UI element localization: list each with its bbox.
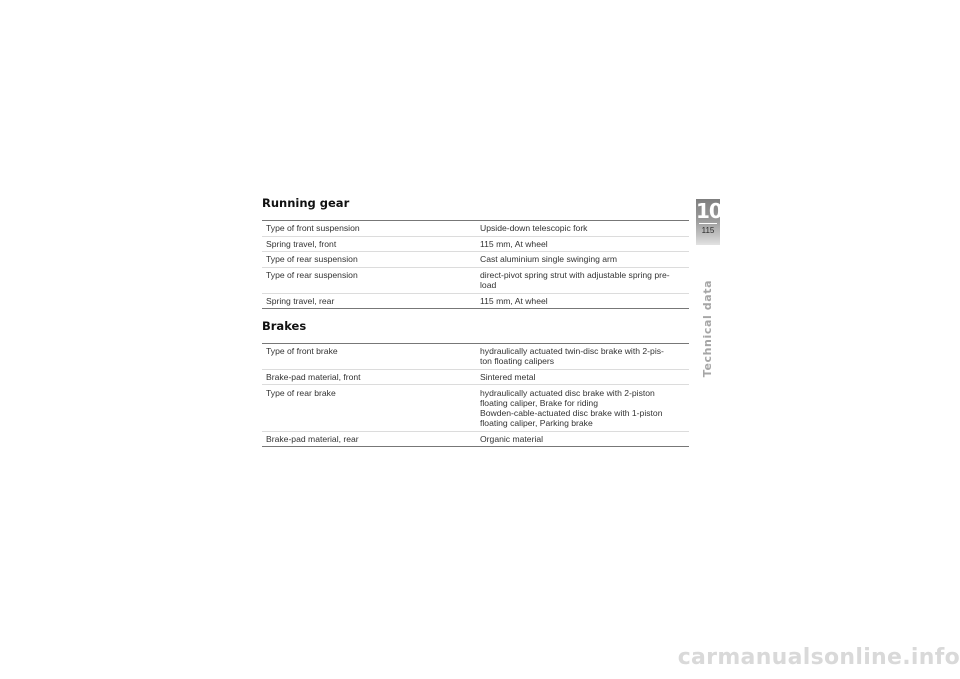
spec-value: [476, 293, 689, 309]
spec-value: [476, 236, 689, 252]
spec-value: [476, 344, 689, 370]
spec-value-line: floating caliper, Parking brake: [480, 418, 593, 429]
spec-value-line: floating caliper, Brake for riding: [480, 397, 598, 408]
spec-value: [476, 267, 689, 293]
running-gear-row: [262, 267, 689, 293]
spec-value: [476, 431, 689, 447]
spec-label: Brake-pad material, front: [262, 369, 476, 385]
spec-value-line: hydraulically actuated disc brake with 2-piston: [480, 387, 655, 398]
spec-value: [476, 221, 689, 237]
page-number: 115: [701, 226, 715, 235]
spec-label: Type of front brake: [266, 346, 338, 357]
spec-value-line: Bowden-cable-actuated disc brake with 1-piston: [480, 408, 663, 419]
spec-value-line: hydraulically actuated twin-disc brake with 2-pis-: [480, 346, 664, 357]
running-gear-row: [262, 293, 689, 309]
spec-value: [476, 369, 689, 385]
spec-label: Type of rear suspension: [262, 252, 476, 268]
spec-value-line: 115 mm, At wheel: [480, 238, 548, 249]
spec-value-line: ton floating calipers: [480, 356, 555, 367]
running-gear-table: [262, 220, 689, 309]
spec-value-line: Cast aluminium single swinging arm: [480, 254, 618, 265]
spec-label: Brake-pad material, rear: [262, 431, 476, 447]
brakes-table: [262, 343, 689, 447]
brakes-row: [262, 369, 689, 385]
spec-label: Type of rear suspension: [262, 267, 476, 293]
spec-label: Type of rear brake: [262, 385, 476, 431]
brakes-row: [262, 344, 689, 370]
spec-value: [476, 385, 689, 431]
running-gear-row: [262, 236, 689, 252]
spec-value-line: direct-pivot spring strut with adjustable spring pre-: [480, 269, 670, 280]
section-title-running-gear: Running gear: [262, 196, 350, 210]
chapter-number: 10: [696, 199, 722, 223]
spec-content: [262, 196, 689, 447]
watermark: carmanualsonline.info: [677, 645, 960, 670]
spec-value-line: Sintered metal: [480, 372, 536, 383]
chapter-side-label: [696, 279, 720, 377]
brakes-row: [262, 431, 689, 447]
spec-value-line: load: [480, 280, 497, 291]
chapter-divider: [699, 223, 717, 224]
spec-value: [476, 252, 689, 268]
spec-label: Type of front suspension: [266, 223, 360, 234]
running-gear-row: [262, 252, 689, 268]
chapter-tab: [696, 199, 720, 245]
chapter-label-text: Technical data: [701, 279, 715, 377]
section-title-brakes: Brakes: [262, 319, 307, 334]
spec-value-line: 115 mm, At wheel: [480, 295, 548, 306]
spec-value-line: Organic material: [480, 433, 544, 444]
spec-label: Spring travel, rear: [262, 293, 476, 309]
spec-value-line: Upside-down telescopic fork: [480, 223, 588, 234]
running-gear-row: [262, 221, 689, 237]
spec-label: Spring travel, front: [262, 236, 476, 252]
brakes-row: [262, 385, 689, 431]
